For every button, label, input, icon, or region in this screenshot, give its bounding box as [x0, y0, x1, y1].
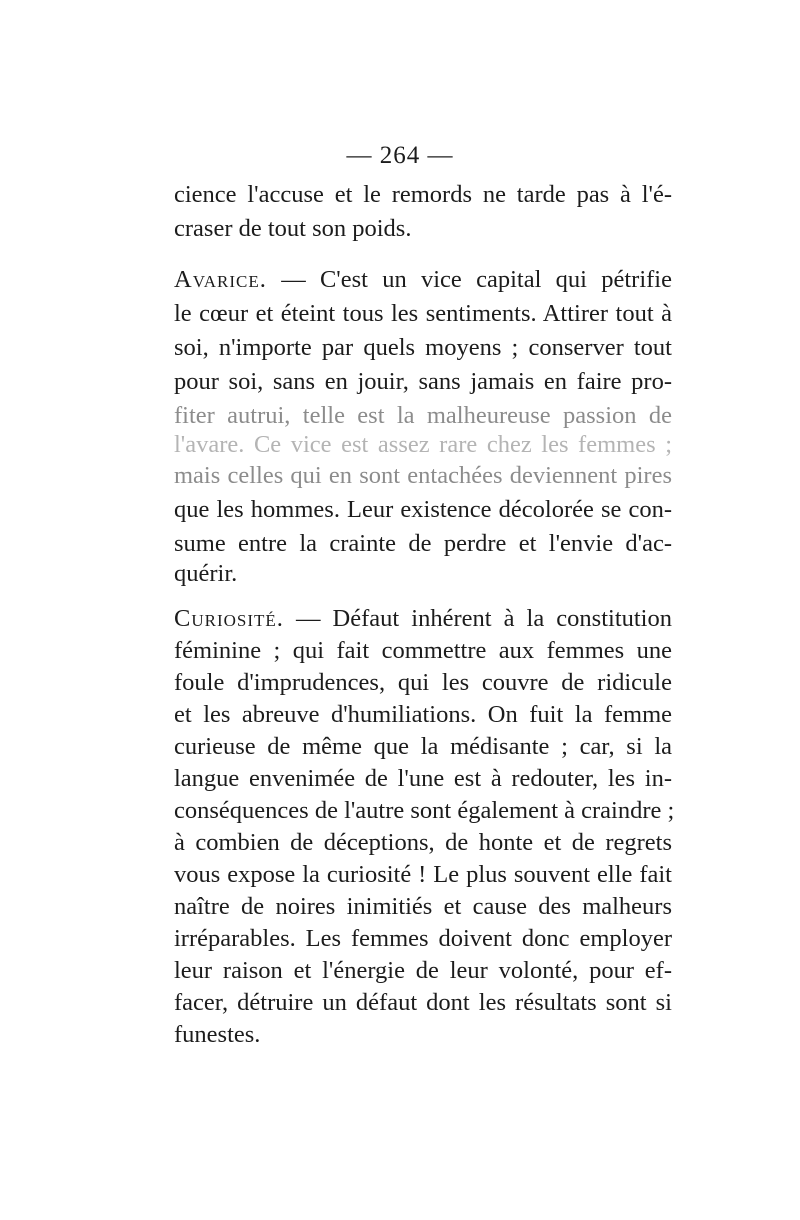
curiosite-line: foule d'imprudences, qui les couvre de ridicule — [174, 669, 672, 696]
avarice-line: soi, n'importe par quels moyens ; conserver tout — [174, 334, 672, 361]
curiosite-line: funestes. — [174, 1021, 261, 1048]
avarice-line: sume entre la crainte de perdre et l'envie d'ac- — [174, 530, 672, 557]
curiosite-line: langue envenimée de l'une est à redouter, les in- — [174, 765, 672, 792]
avarice-first-line — [174, 263, 672, 297]
curiosite-first-line-text: — Défaut inhérent à la constitution — [283, 605, 672, 632]
curiosite-line: naître de noires inimitiés et cause des malheurs — [174, 893, 672, 920]
curiosite-line: curieuse de même que la médisante ; car, si la — [174, 733, 672, 760]
curiosite-heading: Curiosité. — [174, 605, 284, 632]
avarice-line: quérir. — [174, 560, 238, 587]
curiosite-first-line — [174, 602, 672, 636]
curiosite-line: vous expose la curiosité ! Le plus souvent elle fait — [174, 861, 672, 888]
curiosite-line: et les abreuve d'humiliations. On fuit la femme — [174, 701, 672, 728]
avarice-line: que les hommes. Leur existence décolorée se con- — [174, 496, 672, 523]
continuation-line: craser de tout son poids. — [174, 215, 412, 242]
avarice-first-line-text: — C'est un vice capital qui pétrifie — [266, 266, 672, 293]
avarice-line: fiter autrui, telle est la malheureuse passion de — [174, 402, 672, 429]
avarice-line: pour soi, sans en jouir, sans jamais en faire pro- — [174, 368, 672, 395]
avarice-heading: Avarice. — [174, 266, 267, 293]
page-number: — 264 — — [346, 142, 454, 169]
curiosite-line: à combien de déceptions, de honte et de regrets — [174, 829, 672, 856]
curiosite-line: leur raison et l'énergie de leur volonté, pour ef- — [174, 957, 672, 984]
avarice-line: l'avare. Ce vice est assez rare chez les femmes ; — [174, 431, 672, 458]
curiosite-line: irréparables. Les femmes doivent donc employer — [174, 925, 672, 952]
continuation-line: cience l'accuse et le remords ne tarde pas à l'é- — [174, 181, 672, 208]
curiosite-line: facer, détruire un défaut dont les résultats sont si — [174, 989, 672, 1016]
avarice-line: le cœur et éteint tous les sentiments. Attirer tout à — [174, 300, 672, 327]
curiosite-line: conséquences de l'autre sont également à craindre ; — [174, 797, 675, 824]
avarice-line: mais celles qui en sont entachées deviennent pires — [174, 462, 672, 489]
curiosite-line: féminine ; qui fait commettre aux femmes une — [174, 637, 672, 664]
